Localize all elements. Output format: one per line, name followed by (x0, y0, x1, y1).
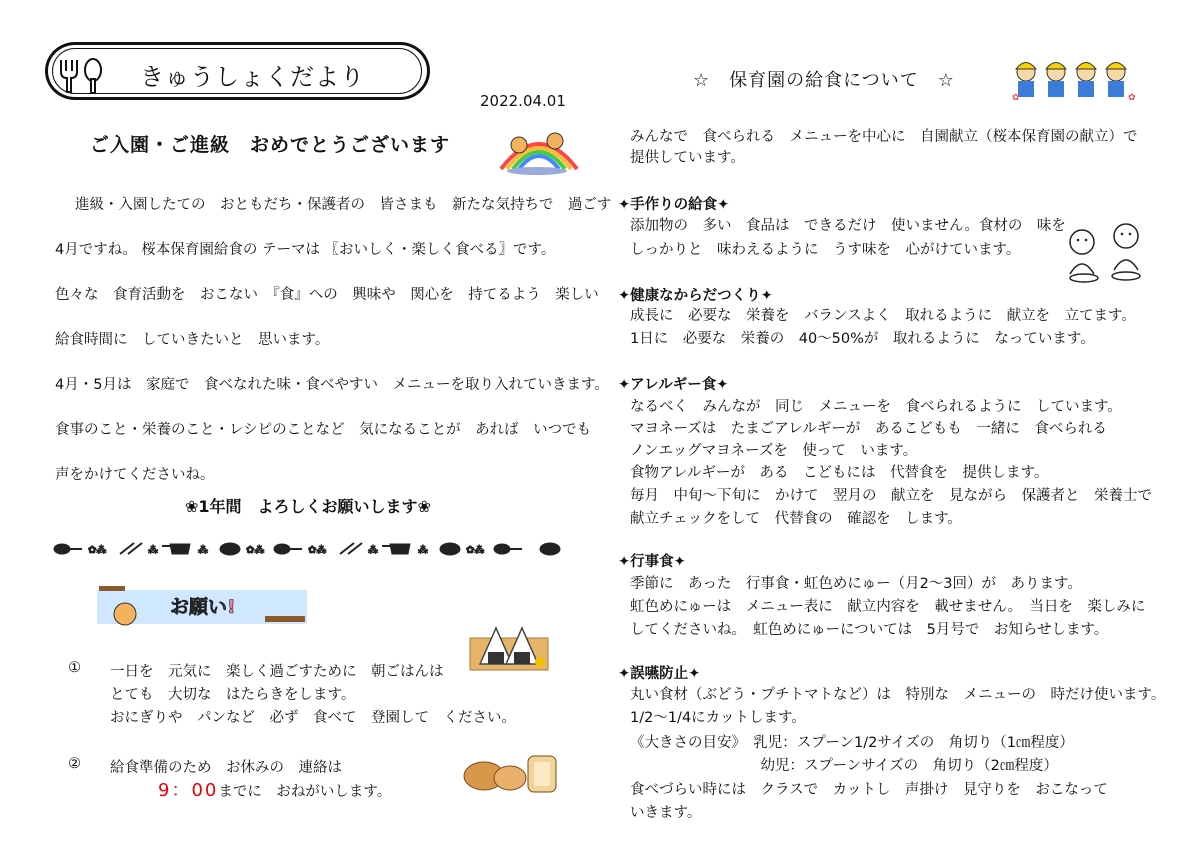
section-allergy-line-2: マヨネーズは たまごアレルギーが あるこどもも 一緒に 食べられる (630, 421, 1107, 437)
intro-line-5: 4月・5月は 家庭で 食べなれた味・食べやすい メニューを取り入れていきます。 (55, 377, 609, 393)
intro-line-3: 色々な 食育活動を おこない 『食』への 興味や 関心を 持てるよう 楽しい (55, 287, 599, 303)
svg-text:⁂: ⁂ (418, 545, 428, 556)
section-events-line-1: 季節に あった 行事食・虹色めにゅー（月2～3回）が あります。 (630, 576, 1082, 592)
svg-text:✿: ✿ (1012, 93, 1020, 102)
svg-text:✿⁂: ✿⁂ (246, 545, 265, 556)
fork-spoon-icon (55, 56, 115, 96)
section-choking-line-5: 食べづらい時には クラスで カットし 声掛け 見守りを おこなって (630, 782, 1108, 798)
svg-text:✿⁂: ✿⁂ (308, 545, 327, 556)
deadline-time: 9：00 (158, 780, 219, 801)
section-health-line-2: 1日に 必要な 栄養の 40～50%が 取れるように なっています。 (630, 331, 1095, 347)
request-2-line-1: 給食準備のため お休みの 連絡は (110, 760, 342, 776)
intro-line-2: 4月ですね。 桜本保育園給食の テーマは 〖おいしく・楽しく食べる〗です。 (55, 242, 556, 258)
right-intro-line-2: 提供しています。 (630, 150, 745, 166)
section-health-line-1: 成長に 必要な 栄養を バランスよく 取れるように 献立を 立てます。 (630, 308, 1136, 324)
section-allergy-line-6: 献立チェックをして 代替食の 確認を します。 (630, 511, 962, 527)
request-1-number: ① (68, 660, 81, 676)
issue-date: 2022.04.01 (480, 92, 566, 110)
section-choking-heading: ✦誤嚥防止✦ (618, 666, 701, 682)
request-1-line-1: 一日を 元気に 楽しく過ごすために 朝ごはんは (110, 664, 444, 680)
svg-text:⁂: ⁂ (198, 545, 208, 556)
request-2-number: ② (68, 756, 81, 772)
eating-kids-icon (1060, 218, 1150, 286)
riceball-icon (468, 618, 550, 672)
kids-icon (1010, 56, 1138, 102)
intro-line-1: 進級・入園したての おともだち・保護者の 皆さまも 新たな気持ちで 過ごす (75, 197, 612, 213)
section-choking-line-2: 1/2～1/4にカットします。 (630, 710, 806, 726)
section-homemade-line-2: しっかりと 味わえるように うす味を 心がけています。 (630, 242, 1021, 258)
section-allergy-line-3: ノンエッグマヨネーズを 使って います。 (630, 443, 918, 459)
request-1-line-3: おにぎりや パンなど 必ず 食べて 登園して ください。 (110, 710, 516, 726)
section-allergy-line-5: 毎月 中旬～下旬に かけて 翌月の 献立を 見ながら 保護者と 栄養士で (630, 488, 1152, 504)
svg-text:✿: ✿ (1128, 93, 1136, 102)
welcome-headline: ご入園・ご進級 おめでとうございます (90, 134, 451, 156)
section-homemade-line-1: 添加物の 多い 食品は できるだけ 使いません。食材の 味を (630, 218, 1066, 234)
bread-icon (462, 748, 562, 796)
intro-line-4: 給食時間に していきたいと 思います。 (55, 332, 330, 348)
section-choking-line-6: いきます。 (630, 805, 702, 821)
section-allergy-heading: ✦アレルギー食✦ (618, 377, 729, 393)
request-banner-text: お願い! (170, 596, 236, 618)
request-2-deadline (158, 776, 391, 802)
svg-text:⁂: ⁂ (368, 545, 378, 556)
svg-text:✿⁂: ✿⁂ (466, 545, 485, 556)
section-health-heading: ✦健康なからだつくり✦ (618, 288, 773, 304)
request-1-line-2: とても 大切な はたらきをします。 (110, 687, 356, 703)
deadline-suffix: までに おねがいします。 (218, 784, 392, 800)
closing-greeting: ❀1年間 よろしくお願いします❀ (185, 497, 431, 516)
rainbow-bears-icon (497, 123, 581, 175)
right-section-title: ☆ 保育園の給食について ☆ (693, 70, 955, 91)
kitchen-utensils-icon (50, 540, 570, 558)
right-intro-line-1: みんなで 食べられる メニューを中心に 自園献立（桜本保育園の献立）で (630, 129, 1138, 145)
intro-line-7: 声をかけてくださいね。 (55, 467, 215, 483)
intro-line-6: 食事のこと・栄養のこと・レシピのことなど 気になることが あれば いつでも (55, 422, 592, 438)
section-events-line-2: 虹色めにゅーは メニュー表に 献立内容を 載せません。 当日を 楽しみに (630, 599, 1146, 615)
section-events-line-3: してくださいね。 虹色めにゅーについては 5月号で お知らせします。 (630, 622, 1109, 638)
section-choking-line-3: 《大きさの目安》 乳児：スプーン1/2サイズの 角切り（1㎝程度） (630, 735, 1074, 751)
section-allergy-line-1: なるべく みんなが 同じ メニューを 食べられるように しています。 (630, 399, 1122, 415)
newsletter-title: きゅうしょくだより (140, 63, 365, 91)
section-events-heading: ✦行事食✦ (618, 554, 686, 570)
svg-text:⁂: ⁂ (148, 545, 158, 556)
section-choking-line-1: 丸い食材（ぶどう・プチトマトなど）は 特別な メニューの 時だけ使います。 (630, 687, 1166, 703)
section-choking-line-4: 幼児：スプーンサイズの 角切り（2㎝程度） (630, 758, 1058, 774)
svg-text:✿⁂: ✿⁂ (88, 545, 107, 556)
section-homemade-heading: ✦手作りの給食✦ (618, 197, 730, 213)
section-allergy-line-4: 食物アレルギーが ある こどもには 代替食を 提供します。 (630, 465, 1049, 481)
